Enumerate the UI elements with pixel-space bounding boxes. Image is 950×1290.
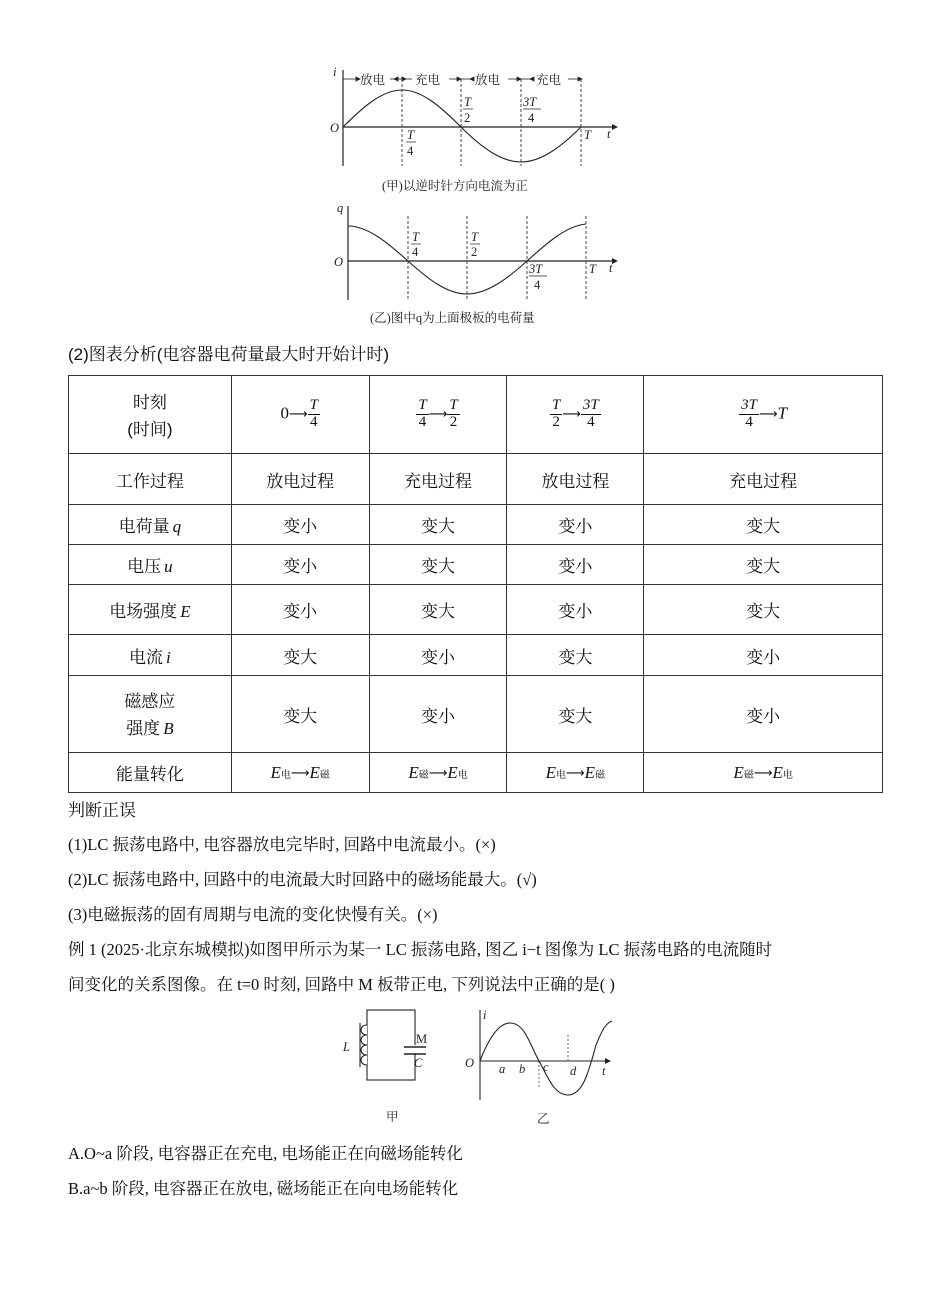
bottom-current-curve: [480, 1021, 612, 1095]
table-cell: 变大: [507, 676, 644, 753]
tick-half-num: T: [471, 230, 478, 244]
axis-i-label: i: [483, 1008, 487, 1022]
plate-m-label: M: [416, 1032, 428, 1046]
table-row-energy: [69, 753, 883, 793]
lc-circuit-figure: [330, 1005, 620, 1130]
row-var: B: [163, 719, 174, 738]
c3-end-den: 4: [587, 414, 595, 430]
figure-caption-yi: (乙)图中q为上面极板的电荷量: [370, 311, 535, 325]
table-cell: 变小: [231, 545, 369, 585]
header-interval-3: $\frac{T}{2}$ ⟶ $\frac{3T}{4}$: [507, 376, 644, 454]
table-cell: 变小: [644, 635, 883, 676]
c4-end: T: [777, 403, 788, 423]
table-cell: 变大: [644, 505, 883, 545]
table-cell: 变大: [231, 676, 369, 753]
row-var: q: [172, 517, 182, 536]
tick-half-num: T: [464, 95, 471, 109]
energy-cell: E电⟶E磁: [507, 753, 644, 793]
tick-quarter-num: T: [407, 128, 414, 142]
judge-title: 判断正误: [68, 801, 136, 820]
x-axis-arrow: [612, 124, 618, 130]
c2-start-den: 4: [418, 414, 427, 430]
axis-q-label: q: [337, 201, 344, 215]
judge-item-1: (1)LC 振荡电路中, 电容器放电完毕时, 回路中电流最小。(×): [68, 835, 496, 854]
table-row: [69, 454, 883, 505]
example-line-1: 例 1 (2025·北京东城模拟)如图甲所示为某一 LC 振荡电路, 图乙 i−t 图像为 LC 振荡电路的电流随时: [68, 940, 773, 959]
inductor-label: L: [343, 1040, 350, 1054]
table-cell: 变小: [644, 676, 883, 753]
c1-end-num: T: [309, 397, 318, 414]
point-d: d: [570, 1064, 577, 1078]
table-cell: 变小: [507, 585, 644, 635]
c2-start-num: T: [418, 397, 427, 414]
row-label: 能量转化: [69, 753, 232, 793]
energy-cell: E磁⟶E电: [369, 753, 507, 793]
charge-time-graph: [320, 198, 630, 330]
table-row: [69, 635, 883, 676]
phase-label-1: 放电: [360, 73, 386, 87]
tick-three-num: 3T: [529, 262, 543, 276]
tick-half-den: 2: [464, 111, 471, 125]
row-label: 电场强度 E: [69, 585, 232, 635]
tick-three-den: 4: [534, 278, 541, 292]
tick-quarter-num: T: [412, 230, 419, 244]
c1-start: 0: [280, 403, 289, 423]
row-label-line1: 磁感应: [124, 692, 176, 711]
header-interval-1: 0⟶ $\frac{T}{4}$: [231, 376, 369, 454]
analysis-table: [68, 375, 883, 793]
axis-t-label: t: [607, 127, 611, 141]
row-var: E: [180, 602, 191, 621]
option-b: B.a~b 阶段, 电容器正在放电, 磁场能正在向电场能转化: [68, 1179, 459, 1198]
tick-half-den: 2: [471, 245, 478, 259]
table-cell: 充电过程: [369, 454, 507, 505]
table-cell: 放电过程: [231, 454, 369, 505]
energy-cell: E电⟶E磁: [231, 753, 369, 793]
tick-three-den: 4: [528, 111, 535, 125]
table-cell: 变大: [369, 545, 507, 585]
section-title: (2)图表分析(电容器电荷量最大时开始计时): [68, 345, 390, 364]
tick-three-num: 3T: [523, 95, 537, 109]
row-label: 工作过程: [69, 454, 232, 505]
point-c: c: [543, 1060, 549, 1074]
header-label-line1: 时刻: [132, 392, 167, 412]
phase-label-4: 充电: [536, 73, 562, 87]
c4-start-num: 3T: [741, 397, 757, 414]
row-var: u: [164, 557, 173, 576]
row-label: 电荷量 q: [69, 505, 232, 545]
header-interval-4: $\frac{3T}{4}$ ⟶T: [644, 376, 883, 454]
capacitor-label: C: [414, 1056, 423, 1070]
origin-label: O: [465, 1056, 475, 1070]
axis-t-label: t: [602, 1064, 606, 1078]
header-interval-2: $\frac{T}{4}$ ⟶ $\frac{T}{2}$: [369, 376, 507, 454]
energy-cell: E磁⟶E电: [644, 753, 883, 793]
label-jia: 甲: [386, 1110, 399, 1124]
phase-label-2: 充电: [415, 73, 441, 87]
header-label-line2: (时间): [127, 419, 173, 439]
row-label: 电流 i: [69, 635, 232, 676]
table-cell: 变大: [644, 585, 883, 635]
c3-start-den: 2: [552, 414, 560, 430]
header-label: [69, 376, 232, 454]
point-b: b: [519, 1062, 526, 1076]
axis-i-label: i: [333, 65, 337, 79]
c4-start-den: 4: [745, 414, 753, 430]
origin-label: O: [334, 255, 344, 269]
table-cell: 变小: [231, 505, 369, 545]
table-cell: 放电过程: [507, 454, 644, 505]
label-yi: 乙: [537, 1112, 550, 1126]
table-cell: 变小: [507, 545, 644, 585]
table-cell: 变小: [231, 585, 369, 635]
c1-end-den: 4: [310, 414, 318, 430]
tick-full: T: [589, 262, 596, 276]
row-label-line2: 强度 B: [126, 719, 174, 738]
table-cell: 充电过程: [644, 454, 883, 505]
table-cell: 变大: [369, 505, 507, 545]
origin-label: O: [330, 121, 340, 135]
judge-item-2: (2)LC 振荡电路中, 回路中的电流最大时回路中的磁场能最大。(√): [68, 870, 537, 889]
table-row: [69, 585, 883, 635]
judge-item-3: (3)电磁振荡的固有周期与电流的变化快慢有关。(×): [68, 905, 438, 924]
figure-caption-jia: (甲)以逆时针方向电流为正: [382, 179, 528, 193]
c3-start-num: T: [551, 397, 561, 414]
table-cell: 变大: [369, 585, 507, 635]
table-row: [69, 505, 883, 545]
c2-end-num: T: [449, 397, 458, 414]
table-cell: 变大: [644, 545, 883, 585]
option-a: A.O~a 阶段, 电容器正在充电, 电场能正在向磁场能转化: [68, 1144, 463, 1163]
c3-end-num: 3T: [582, 397, 599, 414]
row-label: [69, 676, 232, 753]
table-row: [69, 676, 883, 753]
table-cell: 变小: [369, 676, 507, 753]
lc-circuit: [360, 1010, 415, 1080]
table-header-row: [69, 376, 883, 454]
tick-quarter-den: 4: [412, 245, 419, 259]
point-a: a: [499, 1062, 506, 1076]
tick-full: T: [584, 128, 591, 142]
table-cell: 变大: [231, 635, 369, 676]
row-label: 电压 u: [69, 545, 232, 585]
table-cell: 变大: [507, 635, 644, 676]
current-time-graph: [320, 62, 630, 197]
table-row: [69, 545, 883, 585]
table-cell: 变小: [369, 635, 507, 676]
current-curve: [343, 90, 581, 162]
row-var: i: [166, 647, 171, 667]
c2-end-den: 2: [449, 414, 458, 430]
table-cell: 变小: [507, 505, 644, 545]
axis-t-label: t: [609, 261, 613, 275]
example-line-2: 间变化的关系图像。在 t=0 时刻, 回路中 M 板带正电, 下列说法中正确的是( ): [68, 975, 615, 994]
tick-quarter-den: 4: [407, 144, 414, 158]
phase-label-3: 放电: [475, 73, 501, 87]
